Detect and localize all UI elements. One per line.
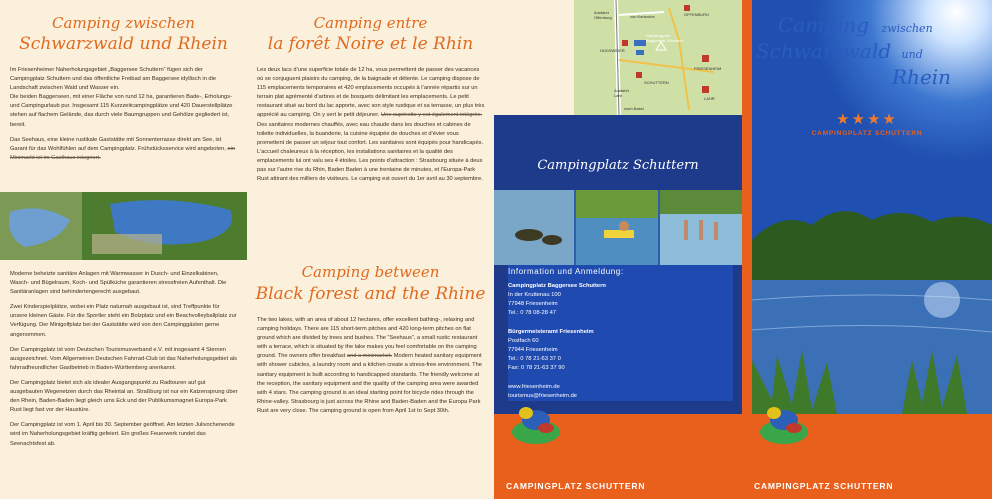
heading-de-line2: Schwarzwald und Rhein [19, 34, 228, 54]
contact-1-city: 77948 Friesenheim [508, 301, 558, 307]
cover-orange-footer [742, 414, 992, 499]
cover-title-line3: Rhein [892, 65, 952, 89]
heading-en-line2: Black forest and the Rhine [255, 284, 486, 304]
contact-address-2 [508, 328, 733, 373]
para-sanitary: Moderne beheizte sanitäre Anlagen mit Warmwasser in Dusch- und Einzelkabinen, Wasch- und Bügelraum, Koch- und Spülküche garantieren stressfreien Aufenthalt. Die Sanitäranlagen sind behindertengerecht ausgebaut. [10, 271, 227, 296]
heading-fr-line1: Camping entre [313, 14, 428, 32]
fr-para-2: Des sanitaires modernes chauffés, avec eau chaude dans les douches et cabines de toilette individuelles, la buanderie, la cuisine équipée de douches et d’évier vous promettent de passer un séjour tout confort. Les sanitaires sont équipés pour handicapés. L’accueil chaleureux à la réception, les installations sanitaires et la qualité des emplacements lui ont valu ses 4 étoiles. Les points d’attraction : Strasbourg située à deux pas sur l’autre rive du Rhin, Baden Baden à une trentaine de minutes, et l’Europa-Park Rust attirant des milliers de visiteurs. Le camping est ouvert du 1er avril au 30 septembre. [257, 121, 484, 183]
contact-1-name: Campingplatz Baggersee Schuttern [508, 283, 606, 289]
cover-title-line1b: zwischen [881, 22, 933, 35]
contact-info-box [508, 265, 733, 401]
cover-subbrand: CAMPINGPLATZ SCHUTTERN [811, 130, 923, 137]
cover-logo-icon [756, 398, 816, 448]
cover-title-line2: Schwarzwald [756, 39, 892, 63]
french-text [257, 66, 485, 190]
english-text [257, 316, 485, 422]
website-link[interactable]: www.friesenheim.de [508, 384, 560, 390]
contact-2-fax: Fax: 0 78 21-63 37 90 [508, 365, 565, 371]
fr-para: Les deux lacs d’une superficie totale de 12 ha, vous permettent de passer des vacances où se conjuguent plaisirs du camping, de la baignade et détente. Le camping dispose de 115 emplacements temporaires et 420 emplacements occupés à l’année répartis sur un terrain plat agrémenté d’arbres et de bosquets délimitant les emplacements. Le petit restaurant situé au bord du lac apporte, avec son style rustique et sa terrasse, un plus très apprécié au camping. On y sert le petit déjeuner. [257, 67, 485, 119]
para-lakes: Die beiden Baggerseen, mit einer Fläche von rund 12 ha, garantieren Bade-, Erholungs- und Campingurlaub pur. Insgesamt 115 Kurzzeitcampingplätze und 420 Dauerstellplätze stehen auf flachem Gelände, das durch viele Baumgruppen und Gehölze gegliedert ist, bereit. [10, 94, 233, 128]
cover-title-line1: Camping [778, 13, 870, 37]
email-link[interactable]: tourismus@friesenheim.de [508, 393, 578, 399]
german-text-upper [10, 66, 238, 169]
map-label-exit-offenburg: Ausfahrt Offenburg [594, 10, 612, 20]
contact-2-phone: Tel.: 0 78 21-63 37 0 [508, 356, 561, 362]
contact-2-city: 77944 Friesenheim [508, 347, 558, 353]
en-para-2: Modern heated sanitary equipment with shower cubicles, a laundry room and a kitchen create a stress-free environment. The sanitary equipment is built according to handicapped standards. The friendly welcome at the reception, the sanitary equipment and the quality of the camping area were awarded with 4 stars. The camping ground is an ideal starting point for bicycle rides through the Rhine-valley. Strasbourg is just across the Rhine and Baden-Baden and the Europa Park Rust are very close. The camping ground is open from April 1st to Sept 30th. [257, 353, 482, 414]
para-intro: Im Friesenheimer Naherholungsgebiet „Baggersee Schuttern“ fügen sich der Campingplatz Schuttern und das öffentliche Freibad am Baggersee idyllisch in die Landschaft zwischen Wald und Wasser ein. [10, 67, 217, 92]
activity-photos [494, 190, 742, 265]
para-seehaus-struck: ein Minimarkt ist im Gasthaus integriert. [10, 145, 236, 161]
map-label-karlsruhe: von Karlsruhe [630, 14, 655, 19]
map-label-lahr: LAHR [704, 96, 715, 101]
map-label-campsite: Campingplatz Baggersee Schuttern [646, 33, 684, 43]
para-seehaus: Das Seehaus, eine kleine rustikale Gaststätte mit Sonnenterrasse direkt am See, ist Garant für das Wohlfühlen auf dem Campingplatz. Frühstücksservice wird angeboten, [10, 136, 226, 152]
location-map [574, 0, 742, 115]
german-text-lower [10, 270, 238, 455]
cover-title-line2b: und [901, 48, 923, 61]
panel-contact [494, 0, 742, 499]
map-label-basel: nach Basel [624, 106, 644, 111]
fr-struck: Une supérette y est également intégrée. [380, 112, 483, 119]
cream-corner [494, 0, 574, 115]
panel-french-english [247, 0, 494, 499]
para-playgrounds: Zwei Kinderspielplätze, wobei ein Platz naturnah ausgebaut ist, sind Treffpunkte für unsere kleinen Gäste. Für die Sportler steht ein Bolzplatz und ein Beachvolleyballplatz zur Verfügung. Der Minigolfplatz bei der Gaststätte wird von den Campinggästen gerne angenommen. [10, 304, 237, 338]
map-label-friesenheim: FRIESENHEIM [694, 66, 722, 71]
map-label-exit-lahr: Ausfahrt Lahr [614, 88, 629, 98]
contact-1-phone: Tel.: 0 78 08-28 47 [508, 310, 557, 316]
cover-title [742, 14, 992, 88]
orange-footer [494, 414, 742, 499]
rating-stars-icon: ★★★★ [836, 111, 898, 128]
en-para: The two lakes, with an area of about 12 hectares, offer excellent bathing-, relaxing and camping holidays. There are 115 short-term pitches and 420 long-term pitches on flat ground which are divided by trees and bushes. The “Seehaus”, a small rustic restaurant with a terrace, which is situated by the lake makes you feel comfortable on the camping ground. The owners offer breakfast [257, 317, 478, 360]
panel-german [0, 0, 247, 499]
para-stars: Der Campingplatz ist vom Deutschen Tourismusverband e.V. mit insgesamt 4 Sternen ausgezeichnet. Vom Allgemeinen Deutschen Fahrrad-Club ist das Naherholungsgebiet als fahrradfreundlicher Gastbetrieb in Baden-Württemberg anerkannt. [10, 346, 238, 371]
contact-1-street: In der Kruttenau 100 [508, 292, 561, 298]
contact-address-1 [508, 282, 733, 318]
map-label-schuttern: SCHUTTERN [644, 80, 669, 85]
para-opening: Der Campingplatz ist vom 1. April bis 30. September geöffnet. Am letzten Julivochenende wird im Naherholungsgebiet kräftig gefeiert. Ein großes Feuerwerk rundet das Seenachtsfest ab. [10, 422, 235, 447]
cover-footer-brand: CAMPINGPLATZ SCHUTTERN [754, 481, 894, 491]
lake-aerial-photo [0, 192, 247, 260]
en-struck: and a minimarket. [346, 353, 393, 360]
footer-brand: CAMPINGPLATZ SCHUTTERN [506, 481, 646, 491]
para-cycling: Der Campingplatz bietet sich als idealer Ausgangspunkt zu Radtouren auf gut ausgebauten Wegenetzen durch das Rheintal an. Straßburg ist nur ein Katzensprung über den Rhein, Baden-Baden liegt gleich ums Eck und der Publikumsmagnet Europa-Park Rust liegt fast vor der Haustüre. [10, 379, 238, 414]
heading-en-line1: Camping between [301, 263, 440, 281]
contact-2-name: Bürgermeisteramt Friesenheim [508, 329, 594, 335]
panel-cover [742, 0, 992, 499]
heading-de-line1: Camping zwischen [52, 14, 195, 32]
heading-fr-line2: la forêt Noire et le Rhin [267, 34, 474, 54]
map-label-offenburg: OFFENBURG [684, 12, 710, 17]
contact-banner-title: Campingplatz Schuttern [537, 158, 699, 173]
contact-2-box: Postfach 60 [508, 338, 539, 344]
info-title: Information und Anmeldung: [508, 267, 624, 276]
campsite-logo-icon [508, 398, 568, 448]
map-label-hugsweier: HÜGSWEIER [600, 48, 625, 53]
